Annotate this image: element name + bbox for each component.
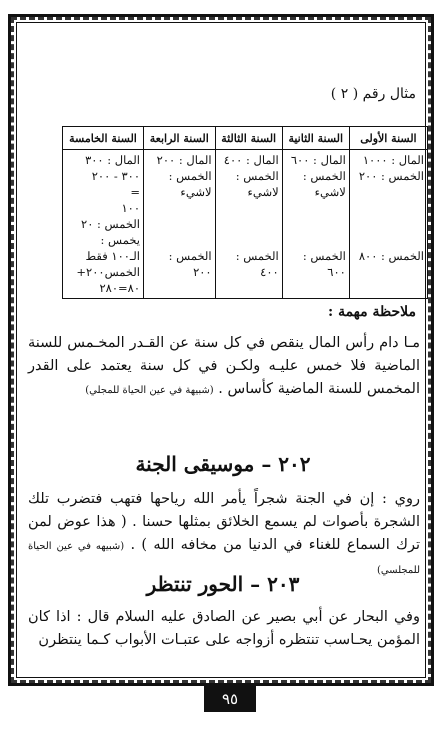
- cell-line: ٢٠٠: [193, 265, 212, 279]
- table-cell-year2: [282, 150, 349, 299]
- cell-line: لاشيء: [180, 185, 212, 199]
- cell-line: ١٠٠: [121, 201, 140, 215]
- cell-line: المال : ١٠٠٠: [362, 153, 424, 167]
- table-header: السنة الثانية: [282, 127, 349, 150]
- paragraph-note: [28, 332, 420, 402]
- cell-line: الخمس :: [302, 169, 346, 183]
- cell-line: الـ١٠٠ فقط: [85, 249, 140, 263]
- cell-line: لاشيء: [314, 185, 346, 199]
- source-citation: (شبيهة في عين الحياة للمجلي): [85, 385, 214, 396]
- cell-line: لاشيء: [247, 185, 279, 199]
- example-title: مثال رقم ( ٢ ): [330, 86, 416, 102]
- paragraph-houris: [28, 606, 420, 652]
- table-cell-year5: [63, 150, 144, 299]
- table-header: السنة الثالثة: [215, 127, 282, 150]
- note-title: ملاحظة مهمة :: [328, 304, 416, 320]
- section-heading-203: ٢٠٣ – الحور تنتظر: [146, 572, 300, 596]
- cell-line: الخمس :: [168, 249, 212, 263]
- cell-line: ٦٠٠: [327, 265, 346, 279]
- cell-line: =: [130, 185, 140, 199]
- table-cell-year4: [144, 150, 216, 299]
- cell-line: المال : ٣٠٠: [85, 153, 140, 167]
- paragraph-text: وفي البحار عن أبي بصير عن الصادق عليه السلام قال : اذا كان المؤمن يحـاسب تنتظره أزواجه على عتبـات الأبواب كـما ينتظرن: [28, 609, 420, 648]
- table-header: السنة الخامسة: [63, 127, 144, 150]
- page-number: ٩٥: [204, 686, 256, 712]
- cell-line: المال : ٢٠٠: [156, 153, 212, 167]
- cell-line: الخمس : ٨٠٠: [358, 249, 424, 263]
- cell-line: المال : ٤٠٠: [223, 153, 279, 167]
- table-cell-year3: [215, 150, 282, 299]
- cell-line: ٨٠=٢٨٠: [99, 281, 140, 295]
- cell-line: ٣٠٠ - ٢٠٠: [91, 169, 140, 183]
- table-header: السنة الأولى: [349, 127, 427, 150]
- table-row: [63, 150, 428, 299]
- cell-line: الخمس :: [302, 249, 346, 263]
- cell-line: يخمس :: [100, 233, 140, 247]
- table-header: السنة الرابعة: [144, 127, 216, 150]
- cell-line: الخمس :: [235, 169, 279, 183]
- paragraph-text: روي : إن في الجنة شجراً يأمر الله رياحها فتهب فتضرب تلك الشجرة بأصوات لم يسمع الخلائق بمثلها حسنا . ( هذا عوض لمن ترك السماع للغناء في الدنيا من مخافه الله ) .: [28, 491, 420, 553]
- paragraph-music: [28, 488, 420, 582]
- cell-line: الخمس : ٢٠: [81, 217, 140, 231]
- cell-line: ٤٠٠: [260, 265, 279, 279]
- cell-line: الخمس :: [168, 169, 212, 183]
- table-cell-year1: [349, 150, 427, 299]
- source-citation: (شبيهه في عين الحياة للمجلسي): [28, 541, 420, 576]
- cell-line: الخمس٢٠٠+: [76, 265, 140, 279]
- table-header-row: [63, 127, 428, 150]
- years-table: [62, 126, 428, 299]
- cell-line: الخمس :: [235, 249, 279, 263]
- section-heading-202: ٢٠٢ – موسيقى الجنة: [135, 452, 311, 476]
- paragraph-text: مـا دام رأس المال ينقص في كل سنة عن القـدر المخـمس للسنة الماضية فلا خمس عليـه ولكـن في كل سنة يعتمد على القدر المخمس للسنة الماضية كأساس .: [28, 335, 420, 397]
- cell-line: المال : ٦٠٠: [290, 153, 346, 167]
- cell-line: الخمس : ٢٠٠: [358, 169, 424, 183]
